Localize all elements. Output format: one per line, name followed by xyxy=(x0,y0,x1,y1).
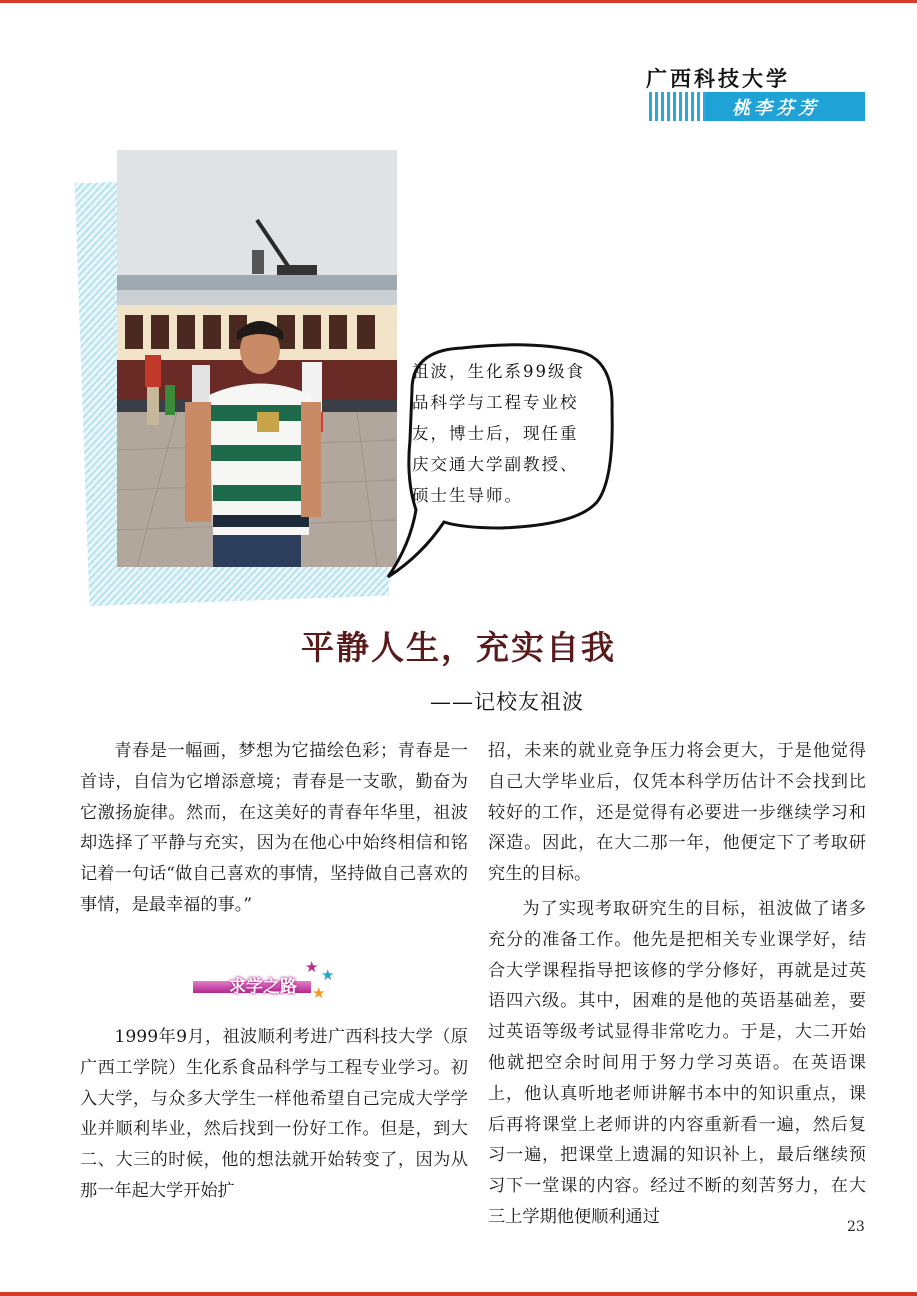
body-paragraph: 为了实现考取研究生的目标，祖波做了诸多充分的准备工作。他先是把相关专业课学好，结合大学课程指导把该修的学分修好，再就是过英语四六级。其中，困难的是他的英语基础差，要过英语等级考试显得非常吃力。于是，大二开始他就把空余时间用于努力学习英语。在英语课上，他认真听地老师讲解书本中的知识重点，课后再将课堂上老师讲的内容重新看一遍，然后复习一遍，把课堂上遗漏的知识补上，最后继续预习下一堂课的内容。经过不断的刻苦努力，在大三上学期他便顺利通过 xyxy=(488,898,866,1227)
body-paragraph: 1999年9月，祖波顺利考进广西科技大学（原广西工学院）生化系食品科学与工程专业学习。初入大学，与众多大学生一样他希望自己完成大学学业并顺利毕业，然后找到一份好工作。但是，到大二、大三的时候，他的想法就开始转变了，因为从那一年起大学开始扩 xyxy=(80,1027,468,1201)
article-column-left-lower xyxy=(80,1022,468,1207)
header-column-banner xyxy=(646,92,865,121)
section-heading-label: 求学之路 xyxy=(229,977,297,997)
page-number: 23 xyxy=(847,1219,865,1235)
article-column-right xyxy=(488,736,866,1233)
photo-caption: 祖波，生化系99级食品科学与工程专业校友，博士后，现任重庆交通大学副教授、硕士生导师。 xyxy=(412,362,585,505)
header-column-label: 桃李芬芳 xyxy=(732,98,820,119)
star-icon: ★ xyxy=(305,958,319,976)
body-paragraph-continued: 招，未来的就业竞争压力将会更大，于是他觉得自己大学毕业后，仅凭本科学历估计不会找到比较好的工作，还是觉得有必要进一步继续学习和深造。因此，在大二那一年，他便定下了考取研究生的目标。 xyxy=(488,741,866,885)
header-school-name: 广西科技大学 xyxy=(646,66,790,91)
bottom-border xyxy=(0,1292,917,1296)
alumnus-photo-icon xyxy=(117,150,397,567)
banner-stripes xyxy=(646,92,706,121)
section-heading xyxy=(193,958,343,1008)
star-icon: ★ xyxy=(312,984,326,1002)
star-icon: ★ xyxy=(321,966,335,984)
top-border xyxy=(0,0,917,3)
article-column-left xyxy=(80,736,468,921)
intro-paragraph: 青春是一幅画，梦想为它描绘色彩；青春是一首诗，自信为它增添意境；青春是一支歌，勤奋为它激扬旋律。然而，在这美好的青春年华里，祖波却选择了平静与充实，因为在他心中始终相信和铭记着一句话“做自己喜欢的事情，坚持做自己喜欢的事情，是最幸福的事。” xyxy=(80,741,468,915)
article-subtitle: ——记校友祖波 xyxy=(430,690,584,714)
article-title: 平静人生，充实自我 xyxy=(301,628,616,667)
alumnus-photo xyxy=(117,150,397,567)
